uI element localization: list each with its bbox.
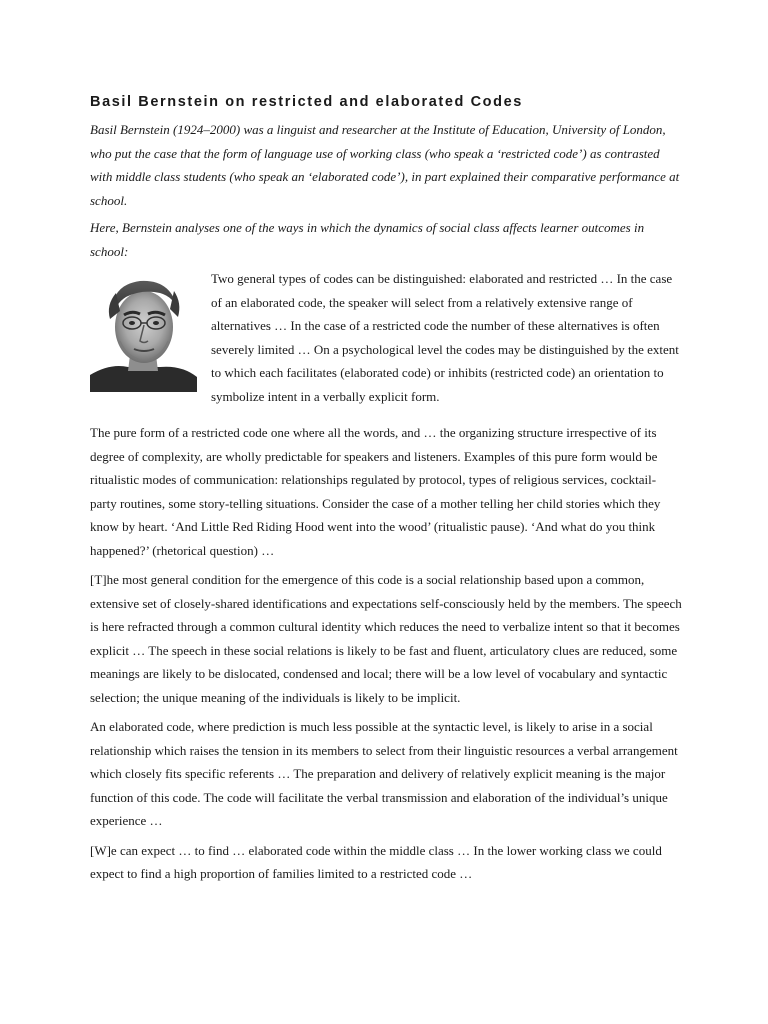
intro-paragraph: Here, Bernstein analyses one of the ways in which the dynamics of social class affects learner outcomes in school: — [90, 220, 645, 259]
quote-paragraph: [T]he most general condition for the emergence of this code is a social relationship based upon a common, extensive set of closely-shared identifications and expectations self-consciously held by the members. The speech is here refracted through a common cultural identity which reduces the need to verbalize intent so that it becomes explicit … The speech in these social relations is likely to be fast and fluent, articulatory clues are reduced, some meanings are likely to be dislocated, condensed and local; there will be a low level of vocabulary and syntactic selection; the unique meaning of the individuals is likely to be implicit. — [90, 572, 682, 705]
intro-paragraph: Basil Bernstein (1924–2000) was a linguist and researcher at the Institute of Education, University of London, who put the case that the form of language use of working class (who speak a ‘restricted code’) as contrasted with middle class students (who speak an ‘elaborated code’), in part explained their comparative performance at school. — [90, 122, 680, 208]
portrait-photo-icon — [90, 271, 197, 392]
quote-paragraph: [W]e can expect … to find … elaborated code within the middle class … In the lower working class we could expect to find a high proportion of families limited to a restricted code … — [90, 842, 662, 881]
document-title: Basil Bernstein on restricted and elaborated Codes — [90, 94, 523, 110]
quote-paragraph: Two general types of codes can be distinguished: elaborated and restricted … In the case of an elaborated code, the speaker will select from a relatively extensive range of alternatives … In the case of a restricted code the number of these alternatives is often severely limited … On a psychological level the codes may be distinguished by the extent to which each facilitates (elaborated code) or inhibits (restricted code) an orientation to symbolize intent in a verbally explicit form. — [211, 271, 679, 404]
quote-paragraph: The pure form of a restricted code one where all the words, and … the organizing structure irrespective of its degree of complexity, are wholly predictable for speakers and listeners. Examples of this pure form would be ritualistic modes of communication: relationships regulated by protocol, types of religious services, cocktail-party routines, some story-telling situations. Consider the case of a mother telling her child stories which they know by heart. ‘And Little Red Riding Hood went into the wood’ (ritualistic pause). ‘And what do you think happened?’ (rhetorical question) … — [90, 425, 661, 558]
quote-paragraph: An elaborated code, where prediction is much less possible at the syntactic level, is likely to arise in a social relationship which raises the tension in its members to select from their linguistic resources a verbal arrangement which closely fits specific referents … The preparation and delivery of relatively explicit meaning is the major function of this code. The code will facilitate the verbal transmission and elaboration of the individual’s unique experience … — [90, 719, 678, 828]
portrait-and-quote — [90, 269, 682, 413]
document-page — [90, 92, 682, 892]
